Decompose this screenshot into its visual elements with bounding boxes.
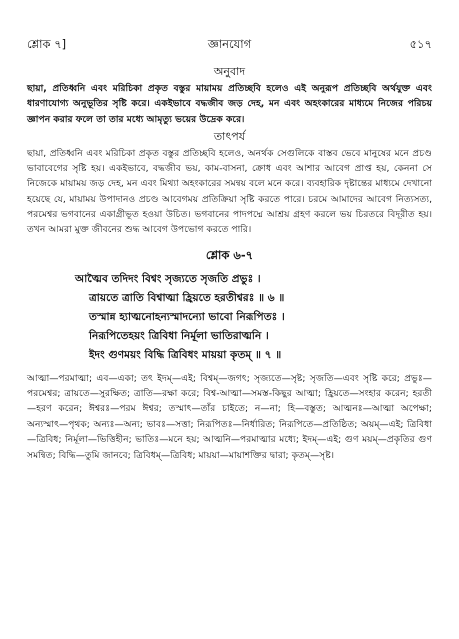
- verse-heading: শ্লোক ৬-৭: [205, 247, 254, 262]
- verse-line: নিরূপিতেহয়ং ত্রিবিধা নির্মূলা ভাতিরাত্মনি ।: [89, 329, 269, 342]
- header-page-number: ৫১৭: [409, 37, 432, 51]
- synonyms-text: আত্মা—পরমাত্মা; এব—একা; তৎ ইদম্—এই; বিশ্বম্—জগৎ; সৃজ্যতে—সৃষ্ট; সৃজতি—এবং সৃষ্টি করে; প্রভুঃ—পরমেশ্বর; ত্রায়তে—সুরক্ষিত; ত্রাতি—রক্ষা করে; বিশ্ব-আত্মা—সমস্ত-কিছুর আত্মা; হ্রিয়তে—সংহার করেন; হরতী—হরণ করেন; ঈশ্বরঃ—পরম ঈশ্বর; তস্মাৎ—তাঁর চাইতে; ন—না; হি—বস্তুত; আত্মনঃ—আত্মা অপেক্ষা; অন্যস্মাৎ—পৃথক; অন্যঃ—অন্য; ভাবঃ—সত্তা; নিরূপিতঃ—নির্ধারিত; নিরূপিতে—প্রতিষ্ঠিত; অয়ম্—এই; ত্রিবিধা—ত্রিবিধ; নির্মূলা—ভিত্তিহীন; ভাতিঃ—মনে হয়; আত্মনি—পরমাত্মার মধ্যে; ইদম্—এই; গুণ ময়ম্—প্রকৃতির গুণ সমন্বিত; বিদ্ধি—তুমি জানবে; ত্রিবিধম্—ত্রিবিধ; মায়য়া—মায়াশক্তির দ্বারা; কৃতম্—সৃষ্ট।: [27, 372, 432, 461]
- page-content: [27, 64, 432, 472]
- purport-heading: তাৎপর্য: [213, 129, 246, 143]
- translation-heading: অনুবাদ: [213, 65, 246, 78]
- verse-block: [27, 270, 432, 365]
- translation-text: ছায়া, প্রতিধ্বনি এবং মরিচিকা প্রকৃত বস্তুর মায়াময় প্রতিচ্ছবি হলেও এই অনুরূপ প্রতিচ্ছবি অর্থযুক্ত এবং ধারণাযোগ্য অনুভূতির সৃষ্টি করে। একইভাবে বদ্ধজীব জড় দেহ, মন এবং অহংকারের মাধ্যমে নিজের পরিচয় জ্ঞাপন করার ফলে তা তার মধ্যে আমৃত্যু ভয়ের উদ্রেক করে।: [27, 83, 432, 125]
- verse-line: আত্মৈব তদিদং বিশ্বং সৃজ্যতে সৃজতি প্রভুঃ ।: [75, 272, 261, 285]
- header-chapter-title: জ্ঞানযোগ: [207, 37, 252, 51]
- header-verse-ref: শ্লোক ৭]: [27, 37, 67, 51]
- verse-line: ইদং গুণময়ং বিদ্ধি ত্রিবিধং মায়য়া কৃতম্ ॥ ৭ ॥: [89, 348, 282, 361]
- verse-line: তস্মান্ন হ্যাত্মনোহন্যস্মাদন্যো ভাবো নিরূপিতঃ ।: [89, 310, 285, 323]
- verse-line: ত্রায়তে ত্রাতি বিশ্বাত্মা হ্রিয়তে হরতীশ্বরঃ ॥ ৬ ॥: [89, 291, 285, 304]
- purport-text: ছায়া, প্রতিধ্বনি এবং মরিচিকা প্রকৃত বস্তুর প্রতিচ্ছবি হলেও, অনর্থক সেগুলিকে বাস্তব ভেবে মানুষের মনে প্রচণ্ড ভাবাবেগের সৃষ্টি হয়। একইভাবে, বদ্ধজীব ভয়, কাম-বাসনা, ক্রোধ এবং আশার আবেগ প্রাপ্ত হয়, কেননা সে নিজেকে মায়াময় জড় দেহ, মন এবং মিথ্যা অহংকারের সমন্বয় বলে মনে করে। ব্যবহারিক দৃষ্টান্তের মাধ্যমে দেখানো হয়েছে যে, মায়াময় উপাদানও প্রচণ্ড আবেগময় প্রতিক্রিয়া সৃষ্টি করতে পারে। চরমে আমাদের আবেগ নিত্যসত্য, পরমেশ্বর ভগবানের একাগ্রীভূত হওয়া উচিত। ভগবানের পাদপদ্মে আশ্রয় গ্রহণ করলে ভয় চিরতরে বিদূরীত হয়। তখন আমরা মুক্ত জীবনের শুদ্ধ আবেগ উপভোগ করতে পারি।: [27, 147, 432, 236]
